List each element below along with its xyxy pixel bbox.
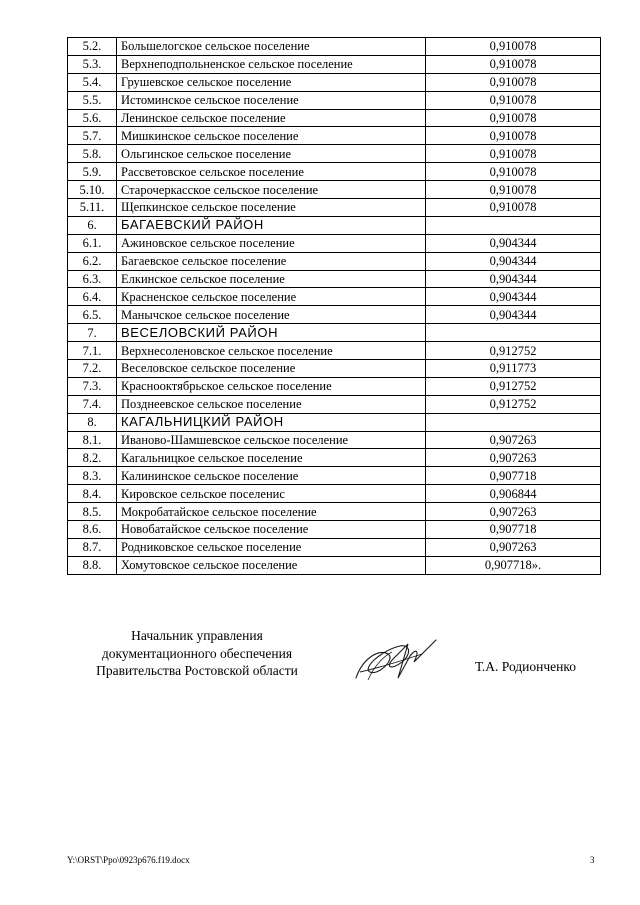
settlement-name-cell: Мишкинское сельское поселение	[117, 127, 426, 145]
coefficient-value-cell: 0,907263	[426, 431, 601, 449]
table-row	[68, 181, 601, 199]
settlement-name-cell: БАГАЕВСКИЙ РАЙОН	[117, 216, 426, 234]
table-row	[68, 145, 601, 163]
settlement-name-cell: Веселовское сельское поселение	[117, 360, 426, 378]
district-row	[68, 216, 601, 234]
coefficient-value-cell: 0,906844	[426, 485, 601, 503]
coefficient-value-cell: 0,910078	[426, 145, 601, 163]
settlement-name-cell: Елкинское сельское поселение	[117, 270, 426, 288]
row-number-cell: 8.3.	[68, 467, 117, 485]
settlement-name-cell: Калининское сельское поселение	[117, 467, 426, 485]
row-number-cell: 8.1.	[68, 431, 117, 449]
table-row	[68, 538, 601, 556]
coefficient-value-cell: 0,907718	[426, 521, 601, 539]
row-number-cell: 8.7.	[68, 538, 117, 556]
coefficient-value-cell: 0,910078	[426, 109, 601, 127]
table-row	[68, 270, 601, 288]
row-number-cell: 8.8.	[68, 556, 117, 574]
signature-title-line-1: Начальник управления	[131, 628, 263, 643]
table-row	[68, 73, 601, 91]
table-row	[68, 234, 601, 252]
coefficient-value-cell: 0,904344	[426, 270, 601, 288]
signature-title-line-2: документационного обеспечения	[101, 645, 293, 661]
row-number-cell: 6.5.	[68, 306, 117, 324]
settlement-name-cell: Хомутовское сельское поселение	[117, 556, 426, 574]
table-row	[68, 521, 601, 539]
table-row	[68, 109, 601, 127]
footer-file-path: Y:\ORST\Ppo\0923p676.f19.docx	[67, 855, 190, 865]
settlement-name-cell: Мокробатайское сельское поселение	[117, 503, 426, 521]
row-number-cell: 8.6.	[68, 521, 117, 539]
settlement-name-cell: Щепкинское сельское поселение	[117, 199, 426, 217]
coefficient-value-cell: 0,907263	[426, 449, 601, 467]
table-row	[68, 485, 601, 503]
settlement-name-cell: Ленинское сельское поселение	[117, 109, 426, 127]
settlement-name-cell: Ольгинское сельское поселение	[117, 145, 426, 163]
coefficient-value-cell: 0,907718	[426, 467, 601, 485]
coefficient-value-cell: 0,910078	[426, 163, 601, 181]
table-row	[68, 306, 601, 324]
coefficient-value-cell: 0,904344	[426, 306, 601, 324]
coefficient-value-cell	[426, 324, 601, 342]
row-number-cell: 6.4.	[68, 288, 117, 306]
row-number-cell: 8.5.	[68, 503, 117, 521]
coefficient-value-cell: 0,912752	[426, 342, 601, 360]
coefficient-value-cell: 0,904344	[426, 252, 601, 270]
district-row	[68, 413, 601, 431]
table-row	[68, 38, 601, 56]
table-row	[68, 91, 601, 109]
settlement-name-cell: Родниковское сельское поселение	[117, 538, 426, 556]
row-number-cell: 6.3.	[68, 270, 117, 288]
coefficient-value-cell: 0,912752	[426, 377, 601, 395]
coefficient-value-cell: 0,904344	[426, 288, 601, 306]
table-row	[68, 503, 601, 521]
row-number-cell: 6.2.	[68, 252, 117, 270]
table-row	[68, 377, 601, 395]
row-number-cell: 6.	[68, 216, 117, 234]
coefficient-value-cell: 0,907263	[426, 503, 601, 521]
row-number-cell: 5.3.	[68, 55, 117, 73]
row-number-cell: 5.6.	[68, 109, 117, 127]
row-number-cell: 6.1.	[68, 234, 117, 252]
coefficient-value-cell: 0,910078	[426, 127, 601, 145]
settlement-name-cell: Истоминское сельское поселение	[117, 91, 426, 109]
settlement-name-cell: Иваново-Шамшевское сельское поселение	[117, 431, 426, 449]
handwritten-signature	[348, 632, 440, 688]
signature-title-block	[66, 627, 328, 680]
coefficient-value-cell	[426, 413, 601, 431]
row-number-cell: 7.1.	[68, 342, 117, 360]
settlement-name-cell: Грушевское сельское поселение	[117, 73, 426, 91]
coefficient-value-cell: 0,907718».	[426, 556, 601, 574]
table-row	[68, 360, 601, 378]
coefficient-value-cell: 0,910078	[426, 199, 601, 217]
coefficient-value-cell: 0,910078	[426, 181, 601, 199]
table-row	[68, 127, 601, 145]
settlement-name-cell: Новобатайское сельское поселение	[117, 521, 426, 539]
coefficient-value-cell: 0,904344	[426, 234, 601, 252]
settlement-name-cell: Багаевское сельское поселение	[117, 252, 426, 270]
row-number-cell: 5.2.	[68, 38, 117, 56]
table-row	[68, 55, 601, 73]
settlement-name-cell: Рассветовское сельское поселение	[117, 163, 426, 181]
row-number-cell: 5.4.	[68, 73, 117, 91]
table-row	[68, 467, 601, 485]
row-number-cell: 7.4.	[68, 395, 117, 413]
row-number-cell: 5.5.	[68, 91, 117, 109]
table-row	[68, 395, 601, 413]
coefficient-value-cell: 0,912752	[426, 395, 601, 413]
coefficient-value-cell: 0,907263	[426, 538, 601, 556]
settlement-name-cell: ВЕСЕЛОВСКИЙ РАЙОН	[117, 324, 426, 342]
district-row	[68, 324, 601, 342]
coefficient-value-cell: 0,911773	[426, 360, 601, 378]
table-row	[68, 288, 601, 306]
settlement-name-cell: Ажиновское сельское поселение	[117, 234, 426, 252]
row-number-cell: 8.2.	[68, 449, 117, 467]
row-number-cell: 5.11.	[68, 199, 117, 217]
table-row	[68, 449, 601, 467]
settlement-name-cell: Позднеевское сельское поселение	[117, 395, 426, 413]
settlement-name-cell: КАГАЛЬНИЦКИЙ РАЙОН	[117, 413, 426, 431]
settlement-name-cell: Краснооктябрьское сельское поселение	[117, 377, 426, 395]
settlement-name-cell: Красненское сельское поселение	[117, 288, 426, 306]
table-row	[68, 199, 601, 217]
row-number-cell: 8.4.	[68, 485, 117, 503]
row-number-cell: 5.7.	[68, 127, 117, 145]
row-number-cell: 7.2.	[68, 360, 117, 378]
page-number: 3	[590, 855, 595, 865]
coefficients-table	[67, 37, 601, 575]
table-row	[68, 252, 601, 270]
table-row	[68, 431, 601, 449]
coefficient-value-cell: 0,910078	[426, 73, 601, 91]
settlement-name-cell: Манычское сельское поселение	[117, 306, 426, 324]
settlement-name-cell: Старочеркасское сельское поселение	[117, 181, 426, 199]
settlement-name-cell: Верхнеподпольненское сельское поселение	[117, 55, 426, 73]
settlement-name-cell: Кагальницкое сельское поселение	[117, 449, 426, 467]
coefficient-value-cell: 0,910078	[426, 38, 601, 56]
settlement-name-cell: Большелогское сельское поселение	[117, 38, 426, 56]
coefficient-value-cell	[426, 216, 601, 234]
coefficient-value-cell: 0,910078	[426, 55, 601, 73]
row-number-cell: 8.	[68, 413, 117, 431]
table-row	[68, 342, 601, 360]
row-number-cell: 5.9.	[68, 163, 117, 181]
signature-title-line-3: Правительства Ростовской области	[96, 663, 298, 678]
row-number-cell: 5.8.	[68, 145, 117, 163]
row-number-cell: 7.	[68, 324, 117, 342]
signatory-name: Т.А. Родионченко	[475, 659, 576, 674]
table-row	[68, 163, 601, 181]
row-number-cell: 7.3.	[68, 377, 117, 395]
row-number-cell: 5.10.	[68, 181, 117, 199]
coefficient-value-cell: 0,910078	[426, 91, 601, 109]
table-row	[68, 556, 601, 574]
settlement-name-cell: Верхнесоленовское сельское поселение	[117, 342, 426, 360]
settlement-name-cell: Кировское сельское поселенис	[117, 485, 426, 503]
